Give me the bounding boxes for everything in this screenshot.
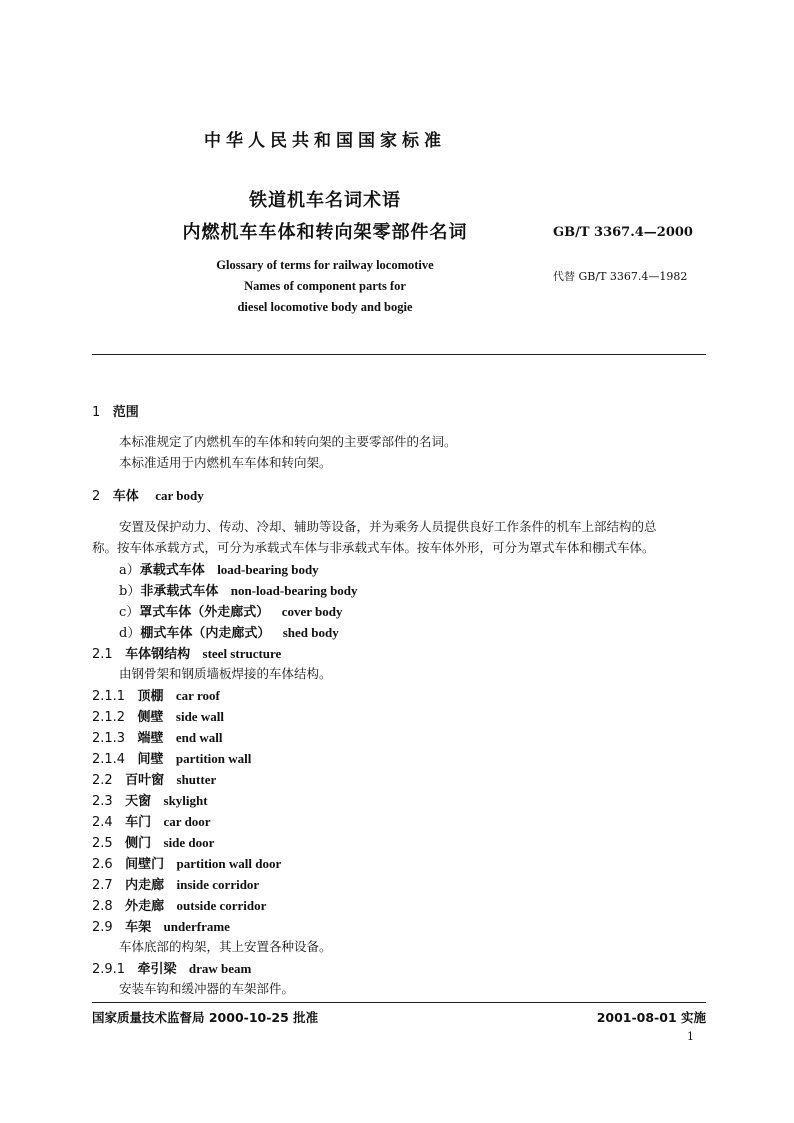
term-entry bbox=[92, 748, 251, 767]
term-number: 2.6 bbox=[92, 857, 113, 872]
term-en: side door bbox=[163, 835, 215, 850]
title-en-line2: Names of component parts for bbox=[244, 279, 406, 293]
term-en: car roof bbox=[175, 688, 220, 703]
term-en: load-bearing body bbox=[217, 562, 319, 577]
title-en-line3: diesel locomotive body and bogie bbox=[237, 300, 413, 314]
term-entry bbox=[92, 790, 208, 809]
term-cn: 侧壁 bbox=[137, 710, 164, 725]
term-entry bbox=[92, 685, 220, 704]
term-en: end wall bbox=[175, 730, 223, 745]
term-cn: 车架 bbox=[125, 920, 152, 935]
term-number: 2.5 bbox=[92, 836, 113, 851]
title-en-line1: Glossary of terms for railway locomotive bbox=[216, 258, 434, 272]
term-en: inside corridor bbox=[176, 877, 260, 892]
list-label: c） bbox=[119, 605, 140, 620]
term-number: 2.4 bbox=[92, 815, 113, 830]
term-cn: 天窗 bbox=[125, 794, 152, 809]
definition: 安装车钩和缓冲器的车架部件。 bbox=[119, 981, 295, 996]
term-cn: 侧门 bbox=[125, 836, 152, 851]
term-number: 2.9.1 bbox=[92, 962, 126, 977]
term-entry bbox=[92, 769, 216, 788]
term-entry bbox=[92, 895, 266, 914]
term-number: 2.1.1 bbox=[92, 689, 126, 704]
section-number: 1 bbox=[92, 405, 101, 420]
term-cn: 非承载式车体 bbox=[140, 584, 219, 599]
page-number: 1 bbox=[687, 1030, 694, 1043]
term-entry bbox=[92, 706, 224, 725]
replaces-note: 代替 GB/T 3367.4—1982 bbox=[553, 270, 688, 283]
header-divider bbox=[92, 354, 706, 355]
term-cn: 外走廊 bbox=[125, 899, 165, 914]
definition: 车体底部的构架，其上安置各种设备。 bbox=[119, 939, 332, 954]
list-item bbox=[119, 559, 319, 578]
national-standard-label: 中华人民共和国国家标准 bbox=[204, 131, 446, 151]
definition: 由钢骨架和钢质墙板焊接的车体结构。 bbox=[119, 666, 332, 681]
term-en: shutter bbox=[176, 772, 217, 787]
term-number: 2.1 bbox=[92, 647, 113, 662]
footer-divider bbox=[92, 1002, 706, 1003]
term-cn: 车门 bbox=[125, 815, 152, 830]
term-entry bbox=[92, 874, 259, 893]
list-label: b） bbox=[119, 584, 141, 599]
term-entry bbox=[92, 916, 230, 935]
term-en: outside corridor bbox=[176, 898, 267, 913]
term-entry bbox=[92, 958, 251, 977]
section-2-heading bbox=[92, 485, 204, 504]
term-number: 2.1.3 bbox=[92, 731, 126, 746]
term-en: steel structure bbox=[202, 646, 282, 661]
list-item bbox=[119, 601, 343, 620]
term-cn: 顶棚 bbox=[137, 689, 164, 704]
term-cn: 端壁 bbox=[137, 731, 164, 746]
term-cn: 内走廊 bbox=[125, 878, 165, 893]
list-label: d） bbox=[119, 626, 141, 641]
term-cn: 间壁门 bbox=[125, 857, 165, 872]
term-number: 2.1.2 bbox=[92, 710, 126, 725]
term-cn: 罩式车体（外走廊式） bbox=[139, 605, 270, 620]
term-entry bbox=[92, 853, 281, 872]
term-number: 2.2 bbox=[92, 773, 113, 788]
term-entry bbox=[92, 811, 211, 830]
section-number: 2 bbox=[92, 489, 101, 504]
term-entry bbox=[92, 832, 214, 851]
section-title: 范围 bbox=[112, 405, 139, 420]
title-cn-line1: 铁道机车名词术语 bbox=[249, 190, 401, 211]
term-number: 2.1.4 bbox=[92, 752, 126, 767]
paragraph: 安置及保护动力、传动、冷却、辅助等设备，并为乘务人员提供良好工作条件的机车上部结构的总 bbox=[119, 519, 657, 534]
term-cn: 承载式车体 bbox=[139, 563, 205, 578]
term-en: cover body bbox=[281, 604, 343, 619]
approval-date: 国家质量技术监督局 2000-10-25 批准 bbox=[92, 1010, 319, 1025]
implementation-date: 2001-08-01 实施 bbox=[596, 1010, 706, 1025]
term-en: draw beam bbox=[188, 961, 252, 976]
term-cn: 车体钢结构 bbox=[125, 647, 191, 662]
term-cn: 棚式车体（内走廊式） bbox=[140, 626, 271, 641]
term-number: 2.9 bbox=[92, 920, 113, 935]
term-en: underframe bbox=[163, 919, 230, 934]
term-en: shed body bbox=[282, 625, 339, 640]
term-en: partition wall door bbox=[176, 856, 282, 871]
term-cn: 牵引梁 bbox=[137, 962, 177, 977]
list-item bbox=[119, 580, 358, 599]
paragraph: 本标准适用于内燃机车车体和转向架。 bbox=[119, 455, 332, 470]
term-cn: 间壁 bbox=[137, 752, 164, 767]
term-cn: 百叶窗 bbox=[125, 773, 165, 788]
term-entry bbox=[92, 643, 281, 662]
term-en: car door bbox=[163, 814, 211, 829]
standard-number: GB/T 3367.4—2000 bbox=[553, 225, 693, 240]
term-number: 2.8 bbox=[92, 899, 113, 914]
term-en: skylight bbox=[163, 793, 208, 808]
list-label: a） bbox=[119, 563, 140, 578]
term-entry bbox=[92, 727, 223, 746]
section-1-heading bbox=[92, 401, 139, 420]
term-en: side wall bbox=[175, 709, 224, 724]
list-item bbox=[119, 622, 339, 641]
term-number: 2.7 bbox=[92, 878, 113, 893]
title-cn-line2: 内燃机车车体和转向架零部件名词 bbox=[182, 222, 468, 243]
section-title: 车体 bbox=[112, 489, 139, 504]
term-en: partition wall bbox=[175, 751, 252, 766]
paragraph: 本标准规定了内燃机车的车体和转向架的主要零部件的名词。 bbox=[119, 434, 457, 449]
term-en: non-load-bearing body bbox=[230, 583, 358, 598]
section-title-en: car body bbox=[155, 488, 204, 503]
term-number: 2.3 bbox=[92, 794, 113, 809]
paragraph: 称。按车体承载方式，可分为承载式车体与非承载式车体。按车体外形，可分为罩式车体和棚式车体。 bbox=[92, 540, 655, 555]
